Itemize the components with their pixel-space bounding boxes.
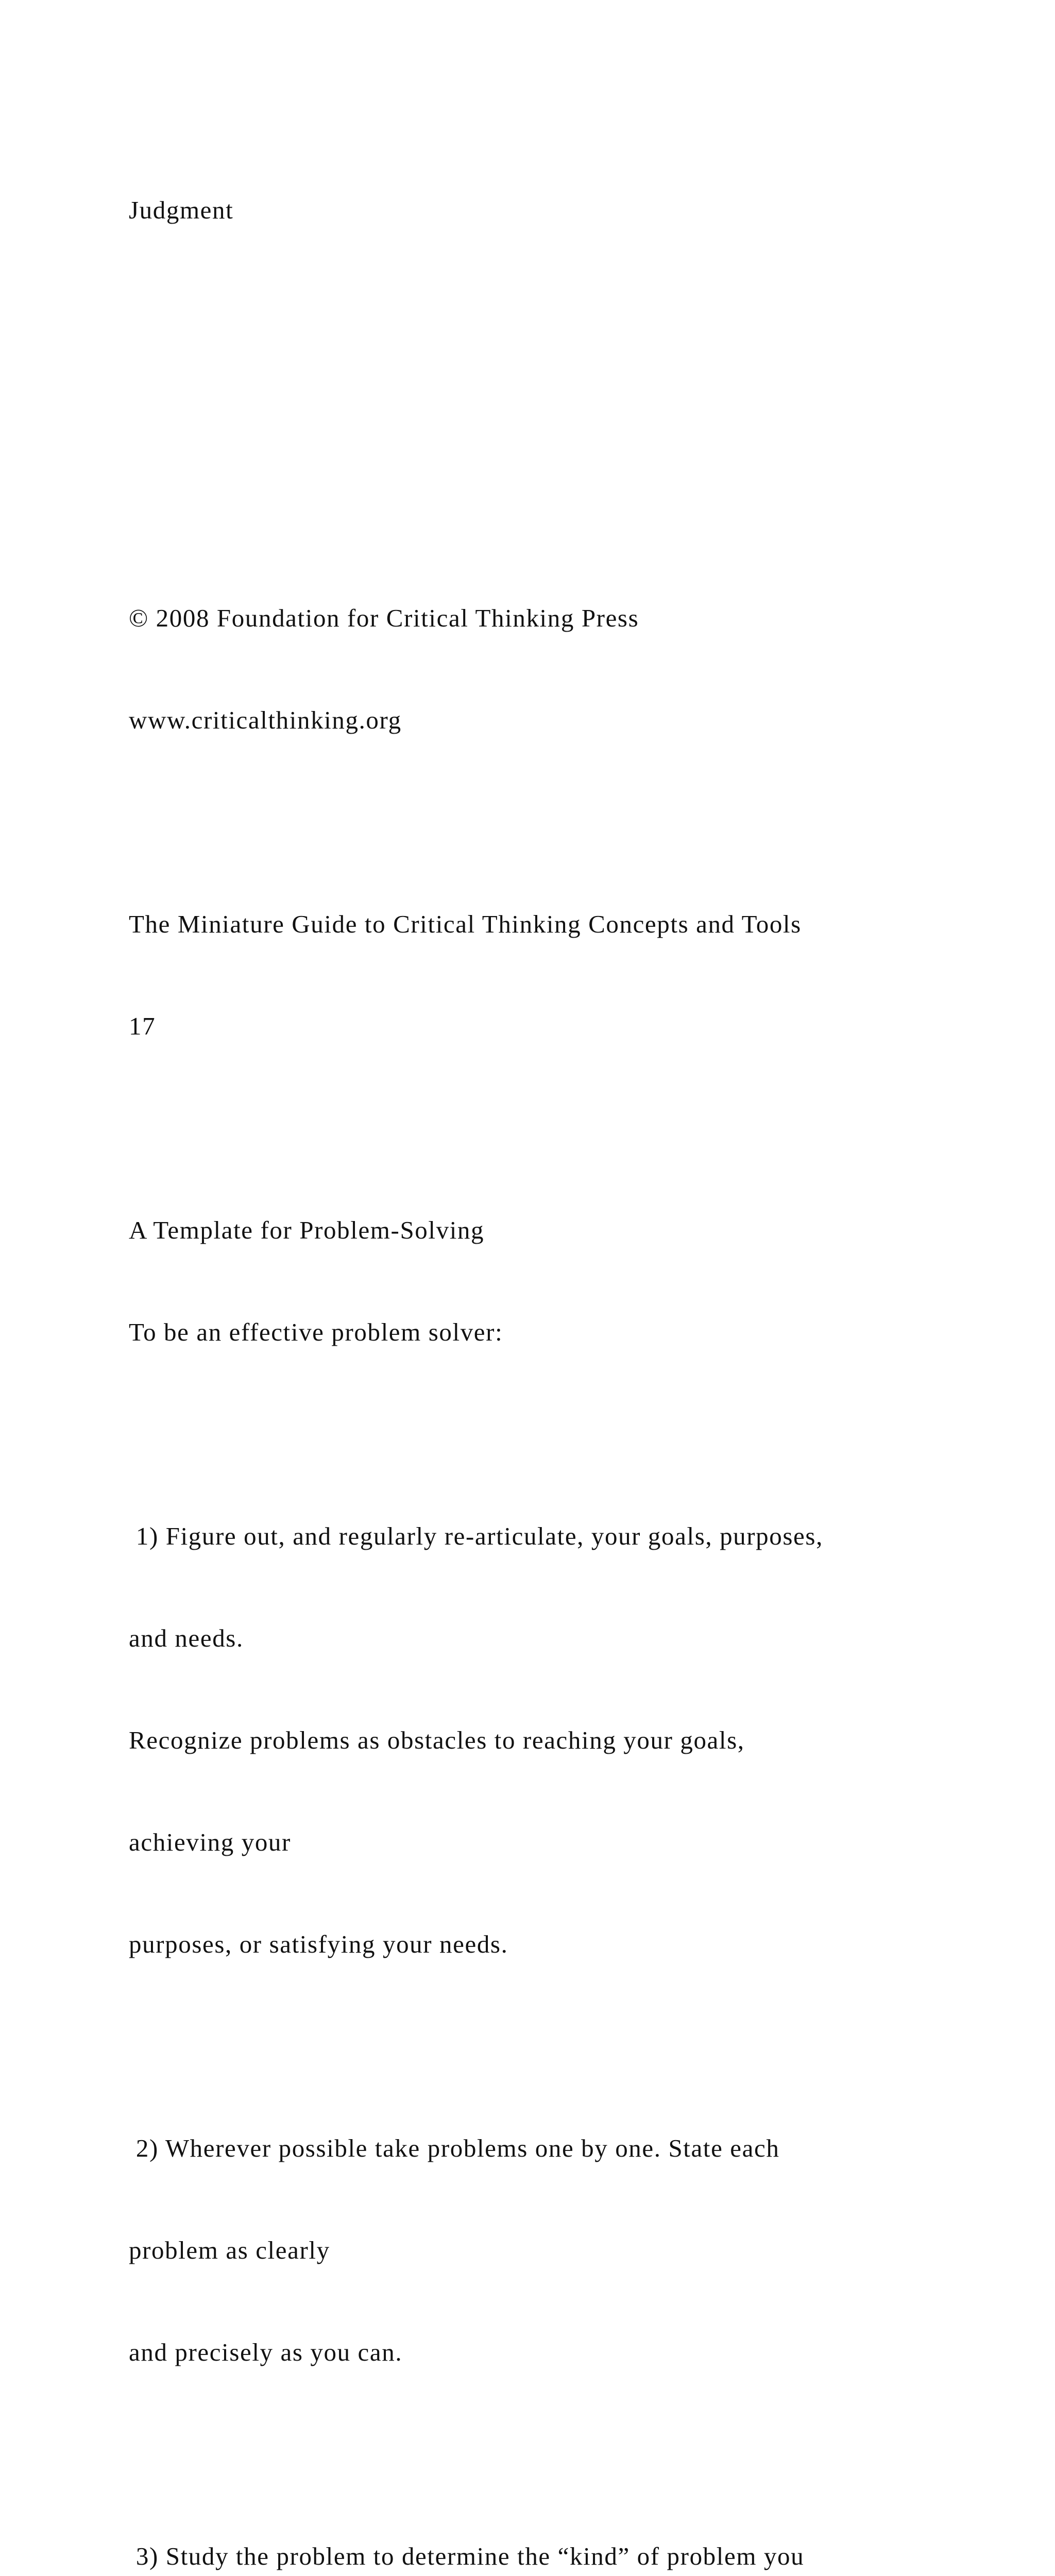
document-text [129, 125, 1015, 2576]
step-1-line: 1) Figure out, and regularly re-articulate, your goals, purposes, [129, 1522, 823, 1550]
blank-line [129, 805, 1015, 839]
step-2-line: problem as clearly [129, 2236, 330, 2264]
blank-line [129, 499, 1015, 533]
book-title-line: The Miniature Guide to Critical Thinking Concepts and Tools [129, 910, 802, 938]
blank-line [129, 2437, 1015, 2471]
website-line: www.criticalthinking.org [129, 706, 402, 734]
step-2-line: and precisely as you can. [129, 2338, 403, 2366]
step-1-line: and needs. [129, 1624, 244, 1652]
text-line: Judgment [129, 196, 234, 224]
step-1-line: purposes, or satisfying your needs. [129, 1930, 508, 1958]
blank-line [129, 1111, 1015, 1145]
step-2-line: 2) Wherever possible take problems one by one. State each [129, 2134, 780, 2162]
blank-line [129, 295, 1015, 329]
step-1-line: achieving your [129, 1828, 291, 1856]
copyright-line: © 2008 Foundation for Critical Thinking Press [129, 604, 639, 632]
intro-line: To be an effective problem solver: [129, 1318, 503, 1346]
step-1-line: Recognize problems as obstacles to reaching your goals, [129, 1726, 745, 1754]
step-3-line: 3) Study the problem to determine the “kind” of problem you [129, 2542, 805, 2570]
section-heading: A Template for Problem-Solving [129, 1216, 485, 1244]
blank-line [129, 1417, 1015, 1451]
page-number-line: 17 [129, 1012, 156, 1040]
blank-line [129, 397, 1015, 431]
blank-line [129, 2029, 1015, 2063]
